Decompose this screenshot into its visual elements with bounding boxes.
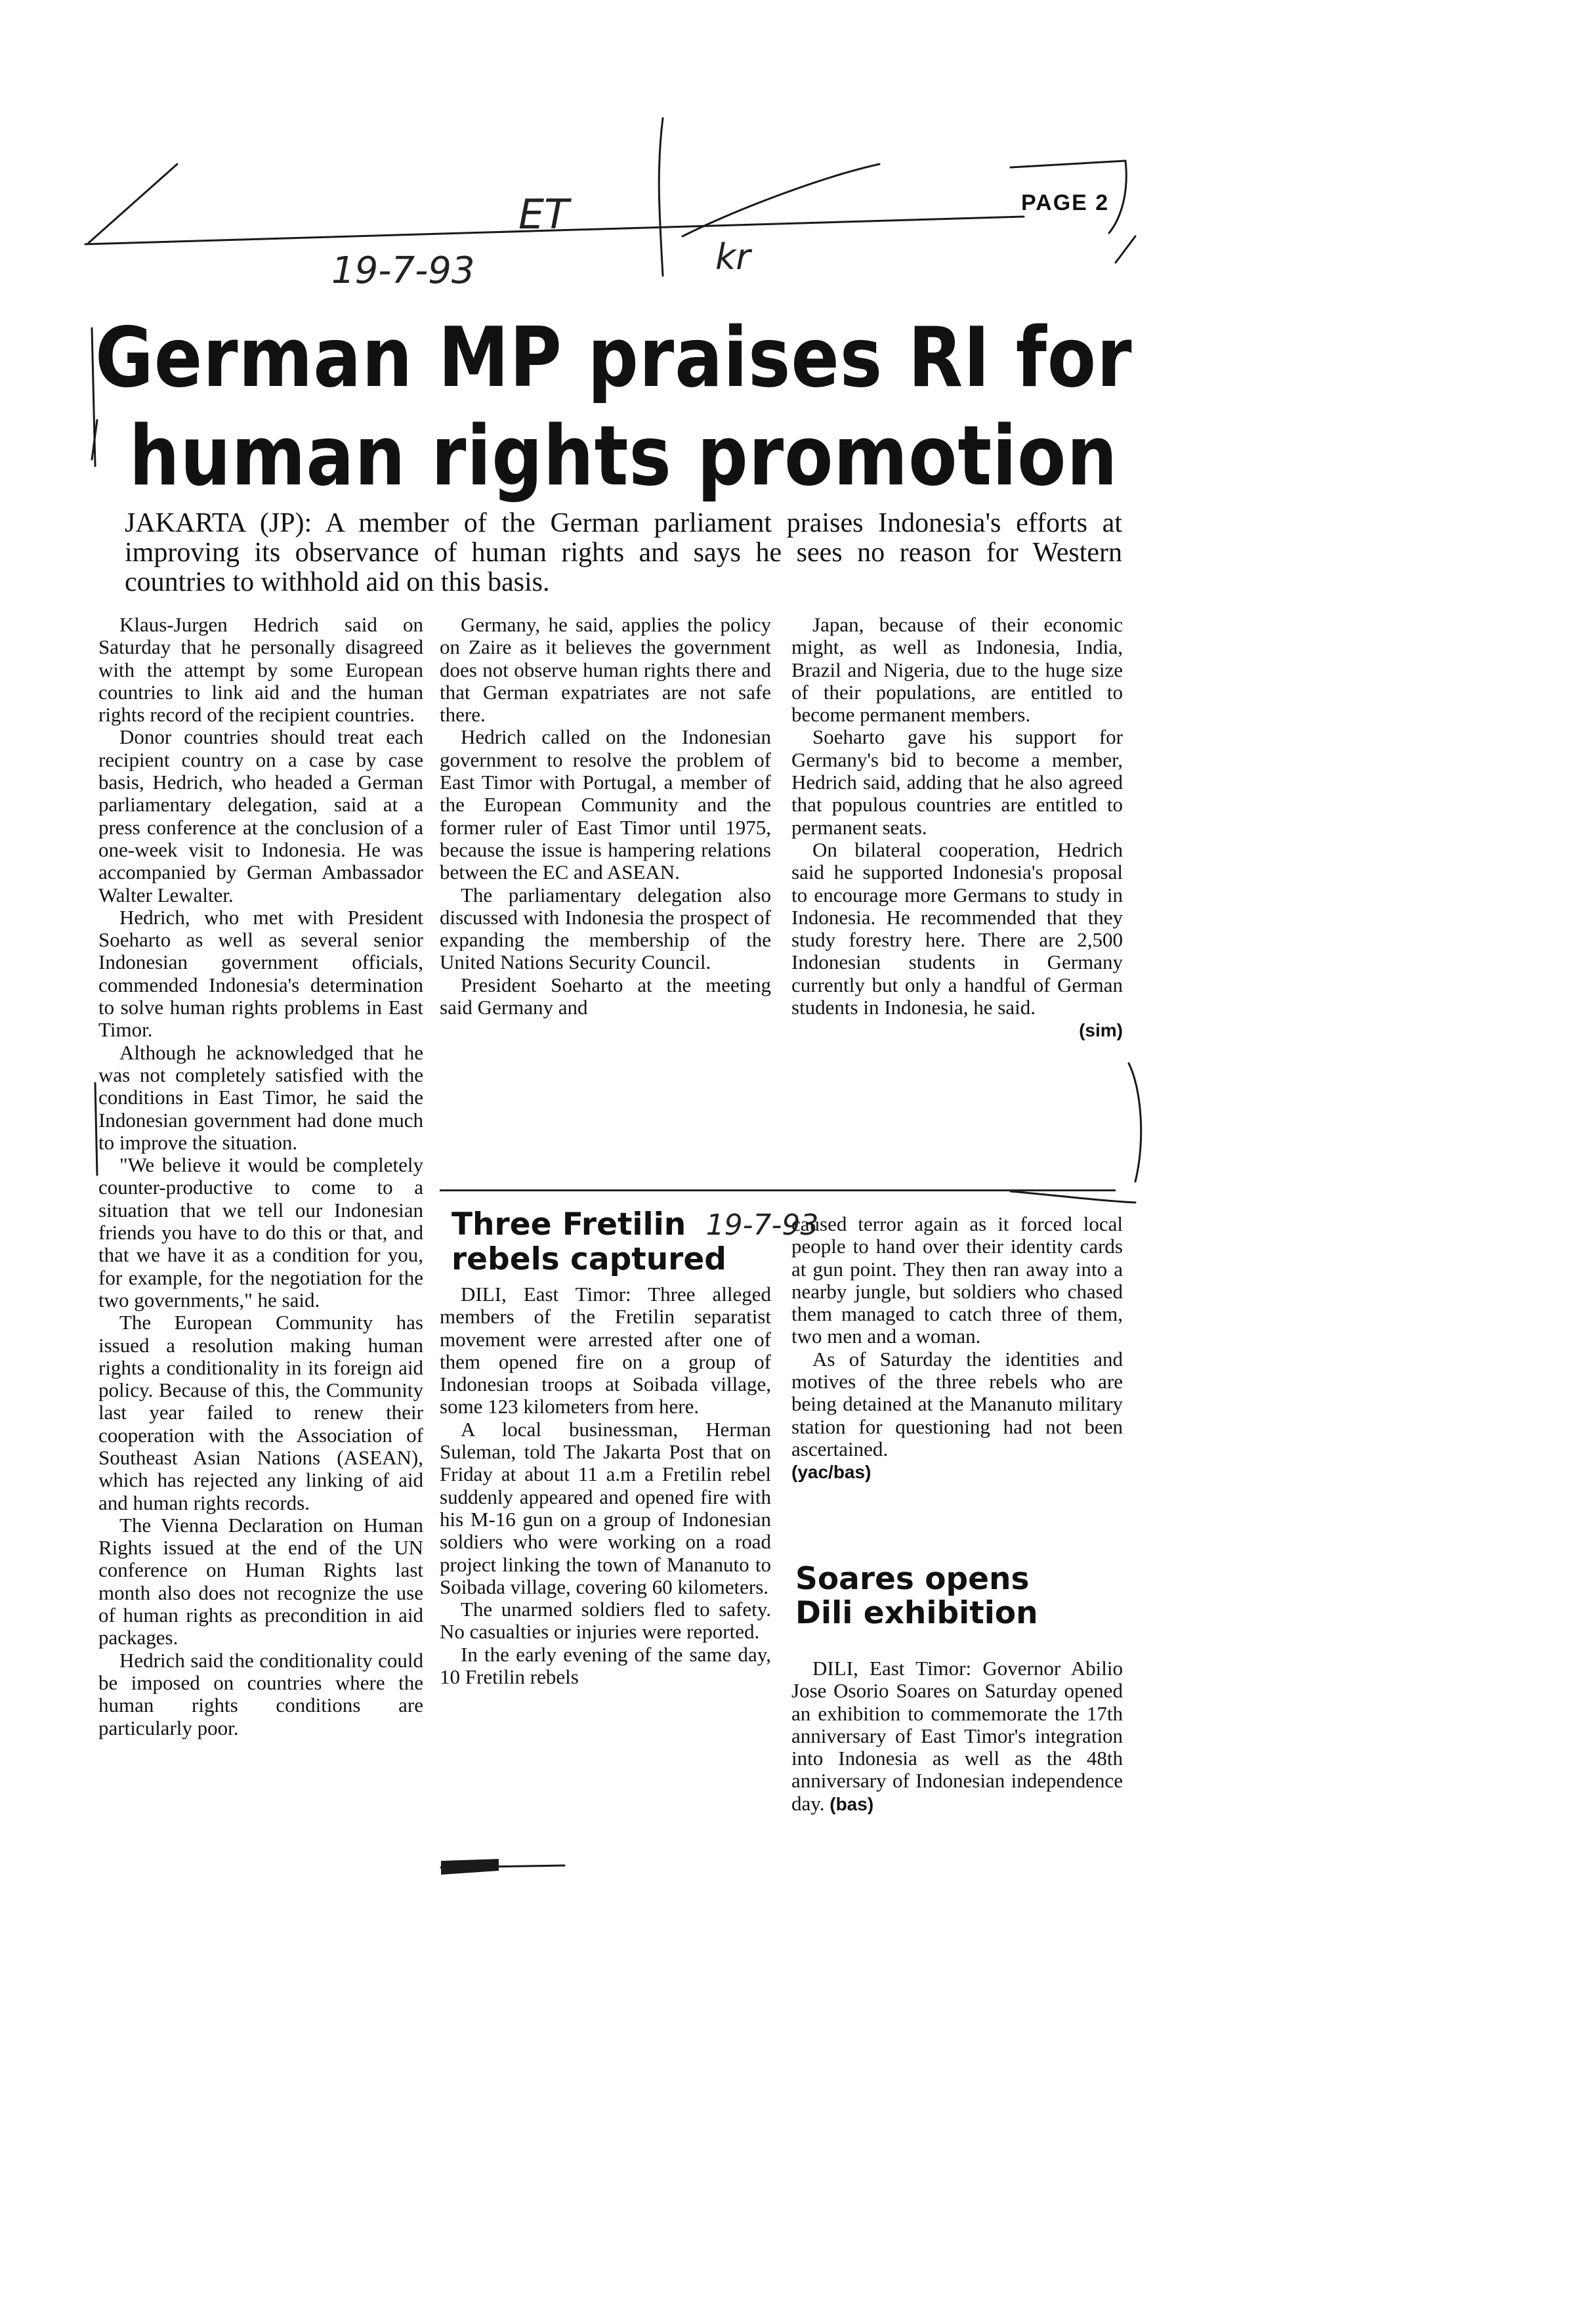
paragraph: Hedrich, who met with President Soeharto as well as several senior Indonesian government officials, commended Indonesia's determination to solve human rights problems in East Timor. <box>98 905 423 1042</box>
main-article-column-2 <box>440 614 771 1019</box>
handwritten-initials: ET <box>518 190 570 238</box>
paragraph: The unarmed soldiers fled to safety. No casualties or injuries were reported. <box>440 1598 771 1644</box>
credit-tag: (yac/bas) <box>791 1462 872 1483</box>
credit-line <box>791 1460 1123 1483</box>
paragraph: The European Community has issued a resolution making human rights a conditionality in its foreign aid policy. Because of this, the Community last year failed to renew their cooperation with the Association of Southeast Asian Nations (ASEAN), which has rejected any linking of aid and human rights records. <box>98 1311 423 1514</box>
main-headline-line1: German MP praises RI for <box>95 309 1133 406</box>
handwritten-date: 19-7-93 <box>331 249 475 292</box>
credit-line <box>791 1019 1123 1042</box>
main-headline <box>95 309 1133 505</box>
fretilin-article-column-2 <box>791 1213 1123 1484</box>
fretilin-article-column-1 <box>440 1283 771 1688</box>
fretilin-headline-line1: Three Fretilin <box>452 1206 686 1243</box>
paragraph: As of Saturday the identities and motives of the three rebels who are being detained at the Mananuto military station for questioning had not been ascertained. <box>791 1347 1123 1460</box>
handwritten-date-2: 19-7-93 <box>705 1208 819 1242</box>
paragraph: On bilateral cooperation, Hedrich said he supported Indonesia's proposal to encourage more Germans to study in Indonesia. He recommended that they study forestry here. There are 2,500 Indonesian students in Germany currently but only a handful of German students in Indonesia, he said. <box>791 838 1123 1019</box>
paragraph: "We believe it would be completely counter-productive to come to a situation that we tell our Indonesian friends you have to do this or that, and that we have it as a condition for you, for example, for the negotiation for the two governments," he said. <box>98 1153 423 1311</box>
main-article-column-3 <box>791 614 1123 1042</box>
paragraph: Japan, because of their economic might, as well as Indonesia, India, Brazil and Nigeria, due to the huge size of their populations, are entitled to become permanent members. <box>791 613 1123 727</box>
credit-tag: (sim) <box>1079 1020 1123 1041</box>
fretilin-headline <box>452 1208 819 1277</box>
paragraph: Klaus-Jurgen Hedrich said on Saturday that he personally disagreed with the attempt by some European countries to link aid and the human rights record of the recipient countries. <box>98 613 423 727</box>
fretilin-headline-line2: rebels captured <box>452 1241 726 1277</box>
paragraph: In the early evening of the same day, 10 Fretilin rebels <box>440 1642 771 1689</box>
article-lede: JAKARTA (JP): A member of the German parliament praises Indonesia's efforts at improving its observance of human rights and says he sees no reason for Western countries to withhold aid on this basis. <box>125 508 1122 597</box>
paragraph: President Soeharto at the meeting said Germany and <box>440 973 771 1019</box>
paragraph: Although he acknowledged that he was not completely satisfied with the conditions in East Timor, he said the Indonesian government had done much to improve the situation. <box>98 1040 423 1154</box>
soares-headline-line2: Dili exhibition <box>795 1595 1038 1631</box>
paragraph <box>791 1657 1123 1816</box>
main-headline-line2: human rights promotion <box>129 408 1118 504</box>
paragraph: Germany, he said, applies the policy on Zaire as it believes the government does not observe human rights there and that German expatriates are not safe there. <box>440 613 771 727</box>
article-divider <box>440 1189 1116 1191</box>
main-article-column-1 <box>98 614 423 1739</box>
paragraph: Hedrich called on the Indonesian government to resolve the problem of East Timor with Portugal, a member of the European Community and the former ruler of East Timor until 1975, because the issue is hampering relations between the EC and ASEAN. <box>440 725 771 884</box>
page-number-label: PAGE 2 <box>1021 190 1110 215</box>
paragraph: caused terror again as it forced local people to hand over their identity cards at gun point. They then ran away into a nearby jungle, but soldiers who chased them managed to catch three of them, two men and a woman. <box>791 1212 1123 1348</box>
paragraph: Donor countries should treat each recipient country on a case by case basis, Hedrich, who headed a German parliamentary delegation, said at a press conference at the conclusion of a one-week visit to Indonesia. He was accompanied by German Ambassador Walter Lewalter. <box>98 725 423 906</box>
paragraph: DILI, East Timor: Three alleged members of the Fretilin separatist movement were arrested after one of them opened fire on a group of Indonesian troops at Soibada village, some 123 kilometers from here. <box>440 1283 771 1418</box>
paragraph: Hedrich said the conditionality could be imposed on countries where the human rights conditions are particularly poor. <box>98 1648 423 1739</box>
soares-headline <box>795 1562 1137 1630</box>
credit-tag: (bas) <box>830 1793 874 1814</box>
paragraph: The Vienna Declaration on Human Rights issued at the end of the UN conference on Human Rights last month also does not recognize the use of human rights as precondition in aid packages. <box>98 1513 423 1650</box>
paragraph: Soeharto gave his support for Germany's bid to become a member, Hedrich said, adding that he also agreed that populous countries are entitled to permanent seats. <box>791 725 1123 839</box>
handwritten-scribble: kr <box>715 236 751 278</box>
paragraph: The parliamentary delegation also discussed with Indonesia the prospect of expanding the membership of the United Nations Security Council. <box>440 883 771 974</box>
paragraph: A local businessman, Herman Suleman, told The Jakarta Post that on Friday at about 11 a.m a Fretilin rebel suddenly appeared and opened fire with his M-16 gun on a group of Indonesian soldiers who were working on a road project linking the town of Mananuto to Soibada village, covering 60 kilometers. <box>440 1417 771 1598</box>
soares-article-body <box>791 1657 1123 1816</box>
soares-headline-line1: Soares opens <box>795 1561 1030 1597</box>
paragraph-text: DILI, East Timor: Governor Abilio Jose Osorio Soares on Saturday opened an exhibition to commemorate the 17th anniversary of East Timor's integration into Indonesia as well as the 48th anniversary of Indonesian independence day. <box>791 1657 1123 1815</box>
